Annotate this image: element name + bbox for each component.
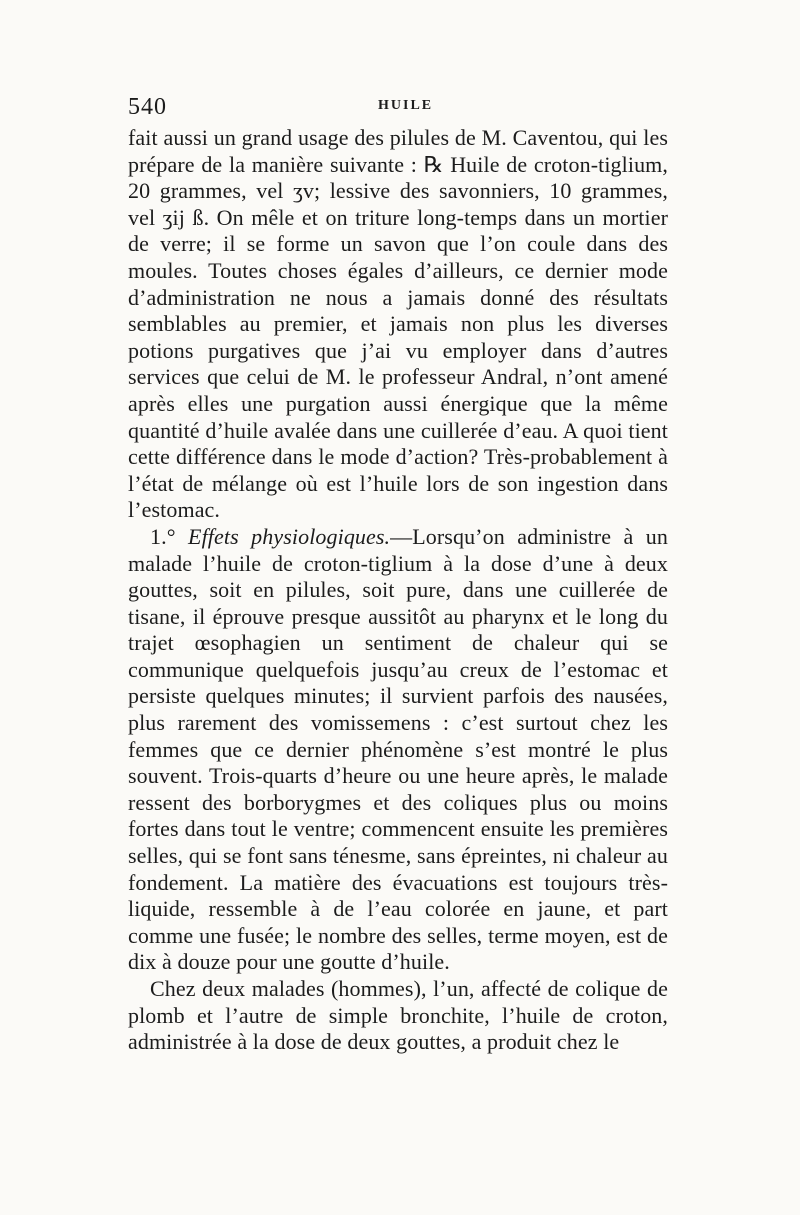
paragraph-3: Chez deux malades (hommes), l’un, affecté de colique de plomb et l’autre de simple bronchite, l’huile de croton, administrée à la dose de deux gouttes, a produit chez le xyxy=(128,976,668,1055)
section-number: 1.° xyxy=(150,523,176,549)
running-head: HUILE xyxy=(378,98,434,113)
paragraph-1: fait aussi un grand usage des pilules de M. Caventou, qui les prépare de la manière suivante : ℞ Huile de croton-tiglium, 20 grammes, vel ʒv; lessive des savonniers, 10 grammes, vel ʒij ß. On mêle et on triture long-temps dans un mortier de verre; il se forme un savon que l’on coule dans des moules. Toutes choses égales d’ailleurs, ce dernier mode d’administration ne nous a jamais donné des résultats semblables au premier, et jamais non plus les diverses potions purgatives que j’ai vu employer dans d’autres services que celui de M. le professeur Andral, n’ont amené après elles une purgation aussi énergique que la même quantité d’huile avalée dans une cuillerée d’eau. A quoi tient cette différence dans le mode d’action? Très-probablement à l’état de mélange où est l’huile lors de son ingestion dans l’estomac. xyxy=(128,125,668,523)
page-header xyxy=(128,94,668,118)
section-heading: Effets physiologiques. xyxy=(188,523,391,549)
body-text xyxy=(128,125,668,1056)
section-body: —Lorsqu’on administre à un malade l’huile de croton-tiglium à la dose d’une à deux gouttes, soit en pilules, soit pure, dans une cuillerée de tisane, il éprouve presque aussitôt au pharynx et le long du trajet œsophagien un sentiment de chaleur qui se communique quelquefois jusqu’au creux de l’estomac et persiste quelques minutes; il survient parfois des nausées, plus rarement des vomissemens : c’est surtout chez les femmes que ce dernier phénomène s’est montré le plus souvent. Trois-quarts d’heure ou une heure après, le malade ressent des borborygmes et des coliques plus ou moins fortes dans tout le ventre; commencent ensuite les premières selles, qui se font sans ténesme, sans épreintes, ni chaleur au fondement. La matière des évacuations est toujours très-liquide, ressemble à de l’eau colorée en jaune, et part comme une fusée; le nombre des selles, terme moyen, est de dix à douze pour une goutte d’huile. xyxy=(128,523,668,975)
paragraph-2 xyxy=(128,524,668,976)
page-number: 540 xyxy=(128,94,167,120)
